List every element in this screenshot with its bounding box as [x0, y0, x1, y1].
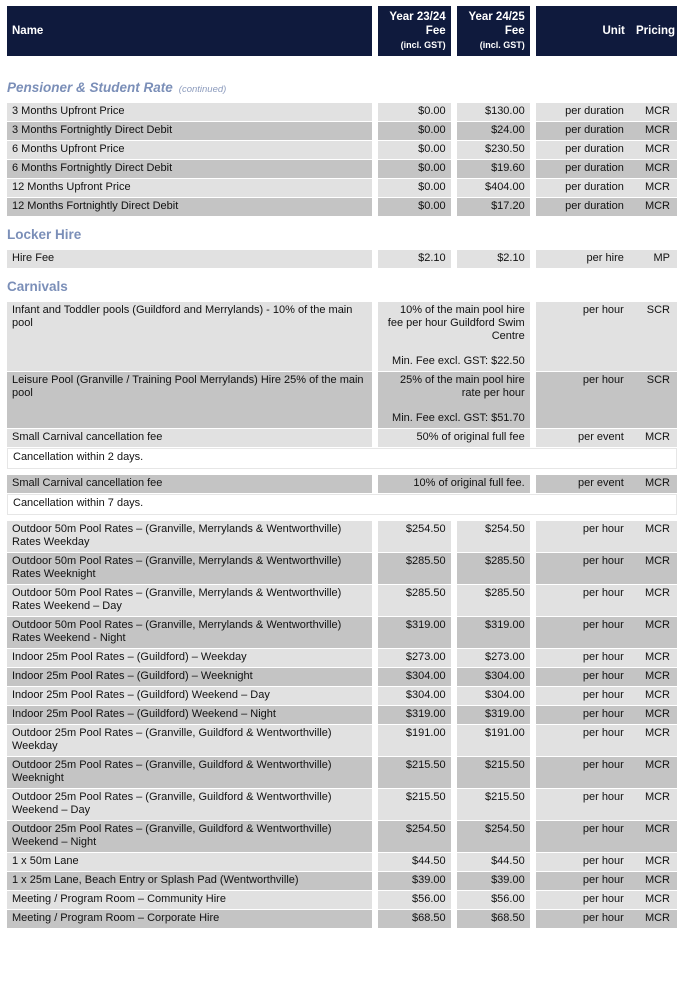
header-fee-2324: Year 23/24 Fee (incl. GST): [378, 6, 451, 56]
table-row: [7, 617, 677, 649]
row-pricing: MCR: [630, 103, 677, 122]
row-fee-2324: $285.50: [378, 553, 451, 585]
row-pricing: MCR: [630, 179, 677, 198]
table-header: [7, 6, 677, 56]
row-name: Outdoor 50m Pool Rates – (Granville, Merrylands & Wentworthville) Rates Weeknight: [7, 553, 372, 585]
row-fee-2425: $56.00: [457, 891, 530, 910]
row-name: Outdoor 50m Pool Rates – (Granville, Merrylands & Wentworthville) Rates Weekend - Night: [7, 617, 372, 649]
row-fee-2324: $215.50: [378, 757, 451, 789]
header-pricing: Pricing: [630, 6, 677, 56]
table-row: [7, 553, 677, 585]
table-row: [7, 757, 677, 789]
row-name: Hire Fee: [7, 250, 372, 269]
continued-label: (continued): [178, 84, 227, 95]
row-pricing: MCR: [630, 649, 677, 668]
table-row: [7, 821, 677, 853]
row-pricing: MCR: [630, 475, 677, 494]
row-unit: per hour: [536, 725, 630, 757]
row-name: Small Carnival cancellation fee: [7, 429, 372, 448]
fee-table: [7, 6, 677, 929]
row-pricing: SCR: [630, 372, 677, 429]
row-fee-description: 10% of original full fee.: [378, 475, 530, 494]
table-row: [7, 475, 677, 494]
row-name: Outdoor 50m Pool Rates – (Granville, Merrylands & Wentworthville) Rates Weekday: [7, 521, 372, 553]
min-fee-text: Min. Fee excl. GST: $51.70: [392, 412, 525, 424]
row-fee-2425: $319.00: [457, 617, 530, 649]
table-row: [7, 585, 677, 617]
section-title: Carnivals: [7, 279, 68, 294]
row-unit: per duration: [536, 122, 630, 141]
row-fee-2324: $2.10: [378, 250, 451, 269]
row-fee-2324: $215.50: [378, 789, 451, 821]
table-row: [7, 853, 677, 872]
row-pricing: MCR: [630, 141, 677, 160]
row-unit: per hire: [536, 250, 630, 269]
row-pricing: MCR: [630, 853, 677, 872]
row-name: Small Carnival cancellation fee: [7, 475, 372, 494]
row-name: Indoor 25m Pool Rates – (Guildford) Weekend – Day: [7, 687, 372, 706]
row-fee-2324: $191.00: [378, 725, 451, 757]
row-fee-2324: $0.00: [378, 141, 451, 160]
table-row: [7, 725, 677, 757]
table-row: [7, 372, 677, 429]
table-row: [7, 302, 677, 372]
table-row: [7, 668, 677, 687]
row-pricing: SCR: [630, 302, 677, 372]
row-fee-2324: $304.00: [378, 687, 451, 706]
section-pensioner-student: [7, 70, 677, 103]
row-fee-2425: $230.50: [457, 141, 530, 160]
row-fee-2324: $44.50: [378, 853, 451, 872]
table-row: [7, 141, 677, 160]
row-fee-2324: $0.00: [378, 160, 451, 179]
row-fee-2324: $0.00: [378, 122, 451, 141]
table-row: [7, 649, 677, 668]
row-name: 12 Months Upfront Price: [7, 179, 372, 198]
table-row: [7, 910, 677, 929]
row-pricing: MCR: [630, 706, 677, 725]
cancellation-note: Cancellation within 2 days.: [7, 448, 677, 469]
row-fee-2324: $0.00: [378, 103, 451, 122]
row-unit: per duration: [536, 198, 630, 217]
row-pricing: MCR: [630, 198, 677, 217]
cancellation-note-row: [7, 494, 677, 515]
row-fee-2425: $19.60: [457, 160, 530, 179]
row-fee-2425: $285.50: [457, 553, 530, 585]
row-pricing: MCR: [630, 668, 677, 687]
row-fee-2425: $254.50: [457, 521, 530, 553]
row-pricing: MCR: [630, 910, 677, 929]
row-fee-2425: $24.00: [457, 122, 530, 141]
row-name: Leisure Pool (Granville / Training Pool Merrylands) Hire 25% of the main pool: [7, 372, 372, 429]
section-locker-hire: [7, 217, 677, 250]
row-fee-2425: $215.50: [457, 789, 530, 821]
row-fee-2324: $0.00: [378, 198, 451, 217]
table-row: [7, 891, 677, 910]
row-unit: per hour: [536, 372, 630, 429]
section-title: Pensioner & Student Rate: [7, 80, 173, 95]
cancellation-note: Cancellation within 7 days.: [7, 494, 677, 515]
section-title: Locker Hire: [7, 227, 82, 242]
table-row: [7, 706, 677, 725]
row-unit: per hour: [536, 891, 630, 910]
row-fee-2324: $68.50: [378, 910, 451, 929]
row-name: Meeting / Program Room – Community Hire: [7, 891, 372, 910]
row-pricing: MP: [630, 250, 677, 269]
row-fee-2425: $44.50: [457, 853, 530, 872]
row-name: Indoor 25m Pool Rates – (Guildford) – Weeknight: [7, 668, 372, 687]
row-name: Outdoor 25m Pool Rates – (Granville, Guildford & Wentworthville) Weeknight: [7, 757, 372, 789]
row-fee-2324: $254.50: [378, 821, 451, 853]
row-pricing: MCR: [630, 687, 677, 706]
row-pricing: MCR: [630, 585, 677, 617]
table-row: [7, 429, 677, 448]
row-unit: per hour: [536, 668, 630, 687]
row-pricing: MCR: [630, 872, 677, 891]
row-fee-2425: $191.00: [457, 725, 530, 757]
row-unit: per hour: [536, 706, 630, 725]
table-row: [7, 160, 677, 179]
row-unit: per hour: [536, 585, 630, 617]
row-fee-description: 50% of original full fee: [378, 429, 530, 448]
fee-text: 25% of the main pool hire rate per hour: [399, 374, 525, 399]
row-unit: per hour: [536, 649, 630, 668]
row-unit: per hour: [536, 821, 630, 853]
row-pricing: MCR: [630, 429, 677, 448]
table-row: [7, 789, 677, 821]
row-fee-2324: $304.00: [378, 668, 451, 687]
row-fee-2425: $2.10: [457, 250, 530, 269]
row-unit: per hour: [536, 553, 630, 585]
row-pricing: MCR: [630, 821, 677, 853]
row-unit: per hour: [536, 757, 630, 789]
row-pricing: MCR: [630, 891, 677, 910]
header-fee-2425: Year 24/25 Fee (incl. GST): [457, 6, 530, 56]
row-unit: per hour: [536, 302, 630, 372]
row-name: 12 Months Fortnightly Direct Debit: [7, 198, 372, 217]
row-fee-2425: $304.00: [457, 668, 530, 687]
row-fee-2324: $56.00: [378, 891, 451, 910]
fee-text: 10% of the main pool hire fee per hour Guildford Swim Centre: [387, 304, 525, 342]
row-name: Outdoor 25m Pool Rates – (Granville, Guildford & Wentworthville) Weekend – Day: [7, 789, 372, 821]
row-pricing: MCR: [630, 617, 677, 649]
row-pricing: MCR: [630, 789, 677, 821]
row-fee-2425: $130.00: [457, 103, 530, 122]
row-unit: per hour: [536, 853, 630, 872]
table-row: [7, 198, 677, 217]
row-unit: per hour: [536, 789, 630, 821]
row-fee-2324: $285.50: [378, 585, 451, 617]
row-unit: per duration: [536, 141, 630, 160]
row-name: Infant and Toddler pools (Guildford and Merrylands) - 10% of the main pool: [7, 302, 372, 372]
row-name: Meeting / Program Room – Corporate Hire: [7, 910, 372, 929]
table-row: [7, 103, 677, 122]
row-fee-2324: $254.50: [378, 521, 451, 553]
row-name: Outdoor 25m Pool Rates – (Granville, Guildford & Wentworthville) Weekday: [7, 725, 372, 757]
row-fee-2425: $304.00: [457, 687, 530, 706]
row-pricing: MCR: [630, 553, 677, 585]
row-unit: per hour: [536, 521, 630, 553]
row-name: 1 x 25m Lane, Beach Entry or Splash Pad (Wentworthville): [7, 872, 372, 891]
row-pricing: MCR: [630, 122, 677, 141]
table-row: [7, 179, 677, 198]
row-pricing: MCR: [630, 757, 677, 789]
table-row: [7, 521, 677, 553]
row-fee-2425: $319.00: [457, 706, 530, 725]
row-fee-2324: $319.00: [378, 617, 451, 649]
row-unit: per duration: [536, 160, 630, 179]
fee-schedule-page: [7, 6, 677, 929]
row-unit: per event: [536, 429, 630, 448]
section-carnivals: [7, 269, 677, 302]
row-fee-2425: $273.00: [457, 649, 530, 668]
row-fee-2425: $254.50: [457, 821, 530, 853]
row-fee-2425: $215.50: [457, 757, 530, 789]
row-fee-2425: $285.50: [457, 585, 530, 617]
row-pricing: MCR: [630, 521, 677, 553]
table-row: [7, 872, 677, 891]
table-row: [7, 250, 677, 269]
row-fee-2324: $0.00: [378, 179, 451, 198]
row-unit: per duration: [536, 179, 630, 198]
header-name: Name: [7, 6, 372, 56]
row-name: 3 Months Fortnightly Direct Debit: [7, 122, 372, 141]
row-name: 3 Months Upfront Price: [7, 103, 372, 122]
row-fee-2425: $17.20: [457, 198, 530, 217]
row-pricing: MCR: [630, 160, 677, 179]
row-name: Outdoor 50m Pool Rates – (Granville, Merrylands & Wentworthville) Rates Weekend – Day: [7, 585, 372, 617]
row-name: 6 Months Fortnightly Direct Debit: [7, 160, 372, 179]
table-row: [7, 687, 677, 706]
min-fee-text: Min. Fee excl. GST: $22.50: [392, 355, 525, 367]
row-unit: per hour: [536, 687, 630, 706]
row-fee-2324: $39.00: [378, 872, 451, 891]
row-name: 1 x 50m Lane: [7, 853, 372, 872]
row-unit: per event: [536, 475, 630, 494]
row-unit: per hour: [536, 617, 630, 649]
table-row: [7, 122, 677, 141]
row-fee-2425: $404.00: [457, 179, 530, 198]
row-fee-2425: $39.00: [457, 872, 530, 891]
row-fee-2324: $319.00: [378, 706, 451, 725]
row-name: Outdoor 25m Pool Rates – (Granville, Guildford & Wentworthville) Weekend – Night: [7, 821, 372, 853]
row-name: Indoor 25m Pool Rates – (Guildford) – Weekday: [7, 649, 372, 668]
row-fee-description: [378, 372, 530, 429]
row-fee-2425: $68.50: [457, 910, 530, 929]
row-pricing: MCR: [630, 725, 677, 757]
row-name: 6 Months Upfront Price: [7, 141, 372, 160]
row-unit: per duration: [536, 103, 630, 122]
cancellation-note-row: [7, 448, 677, 469]
row-fee-description: [378, 302, 530, 372]
row-fee-2324: $273.00: [378, 649, 451, 668]
header-unit: Unit: [536, 6, 630, 56]
row-name: Indoor 25m Pool Rates – (Guildford) Weekend – Night: [7, 706, 372, 725]
row-unit: per hour: [536, 872, 630, 891]
row-unit: per hour: [536, 910, 630, 929]
